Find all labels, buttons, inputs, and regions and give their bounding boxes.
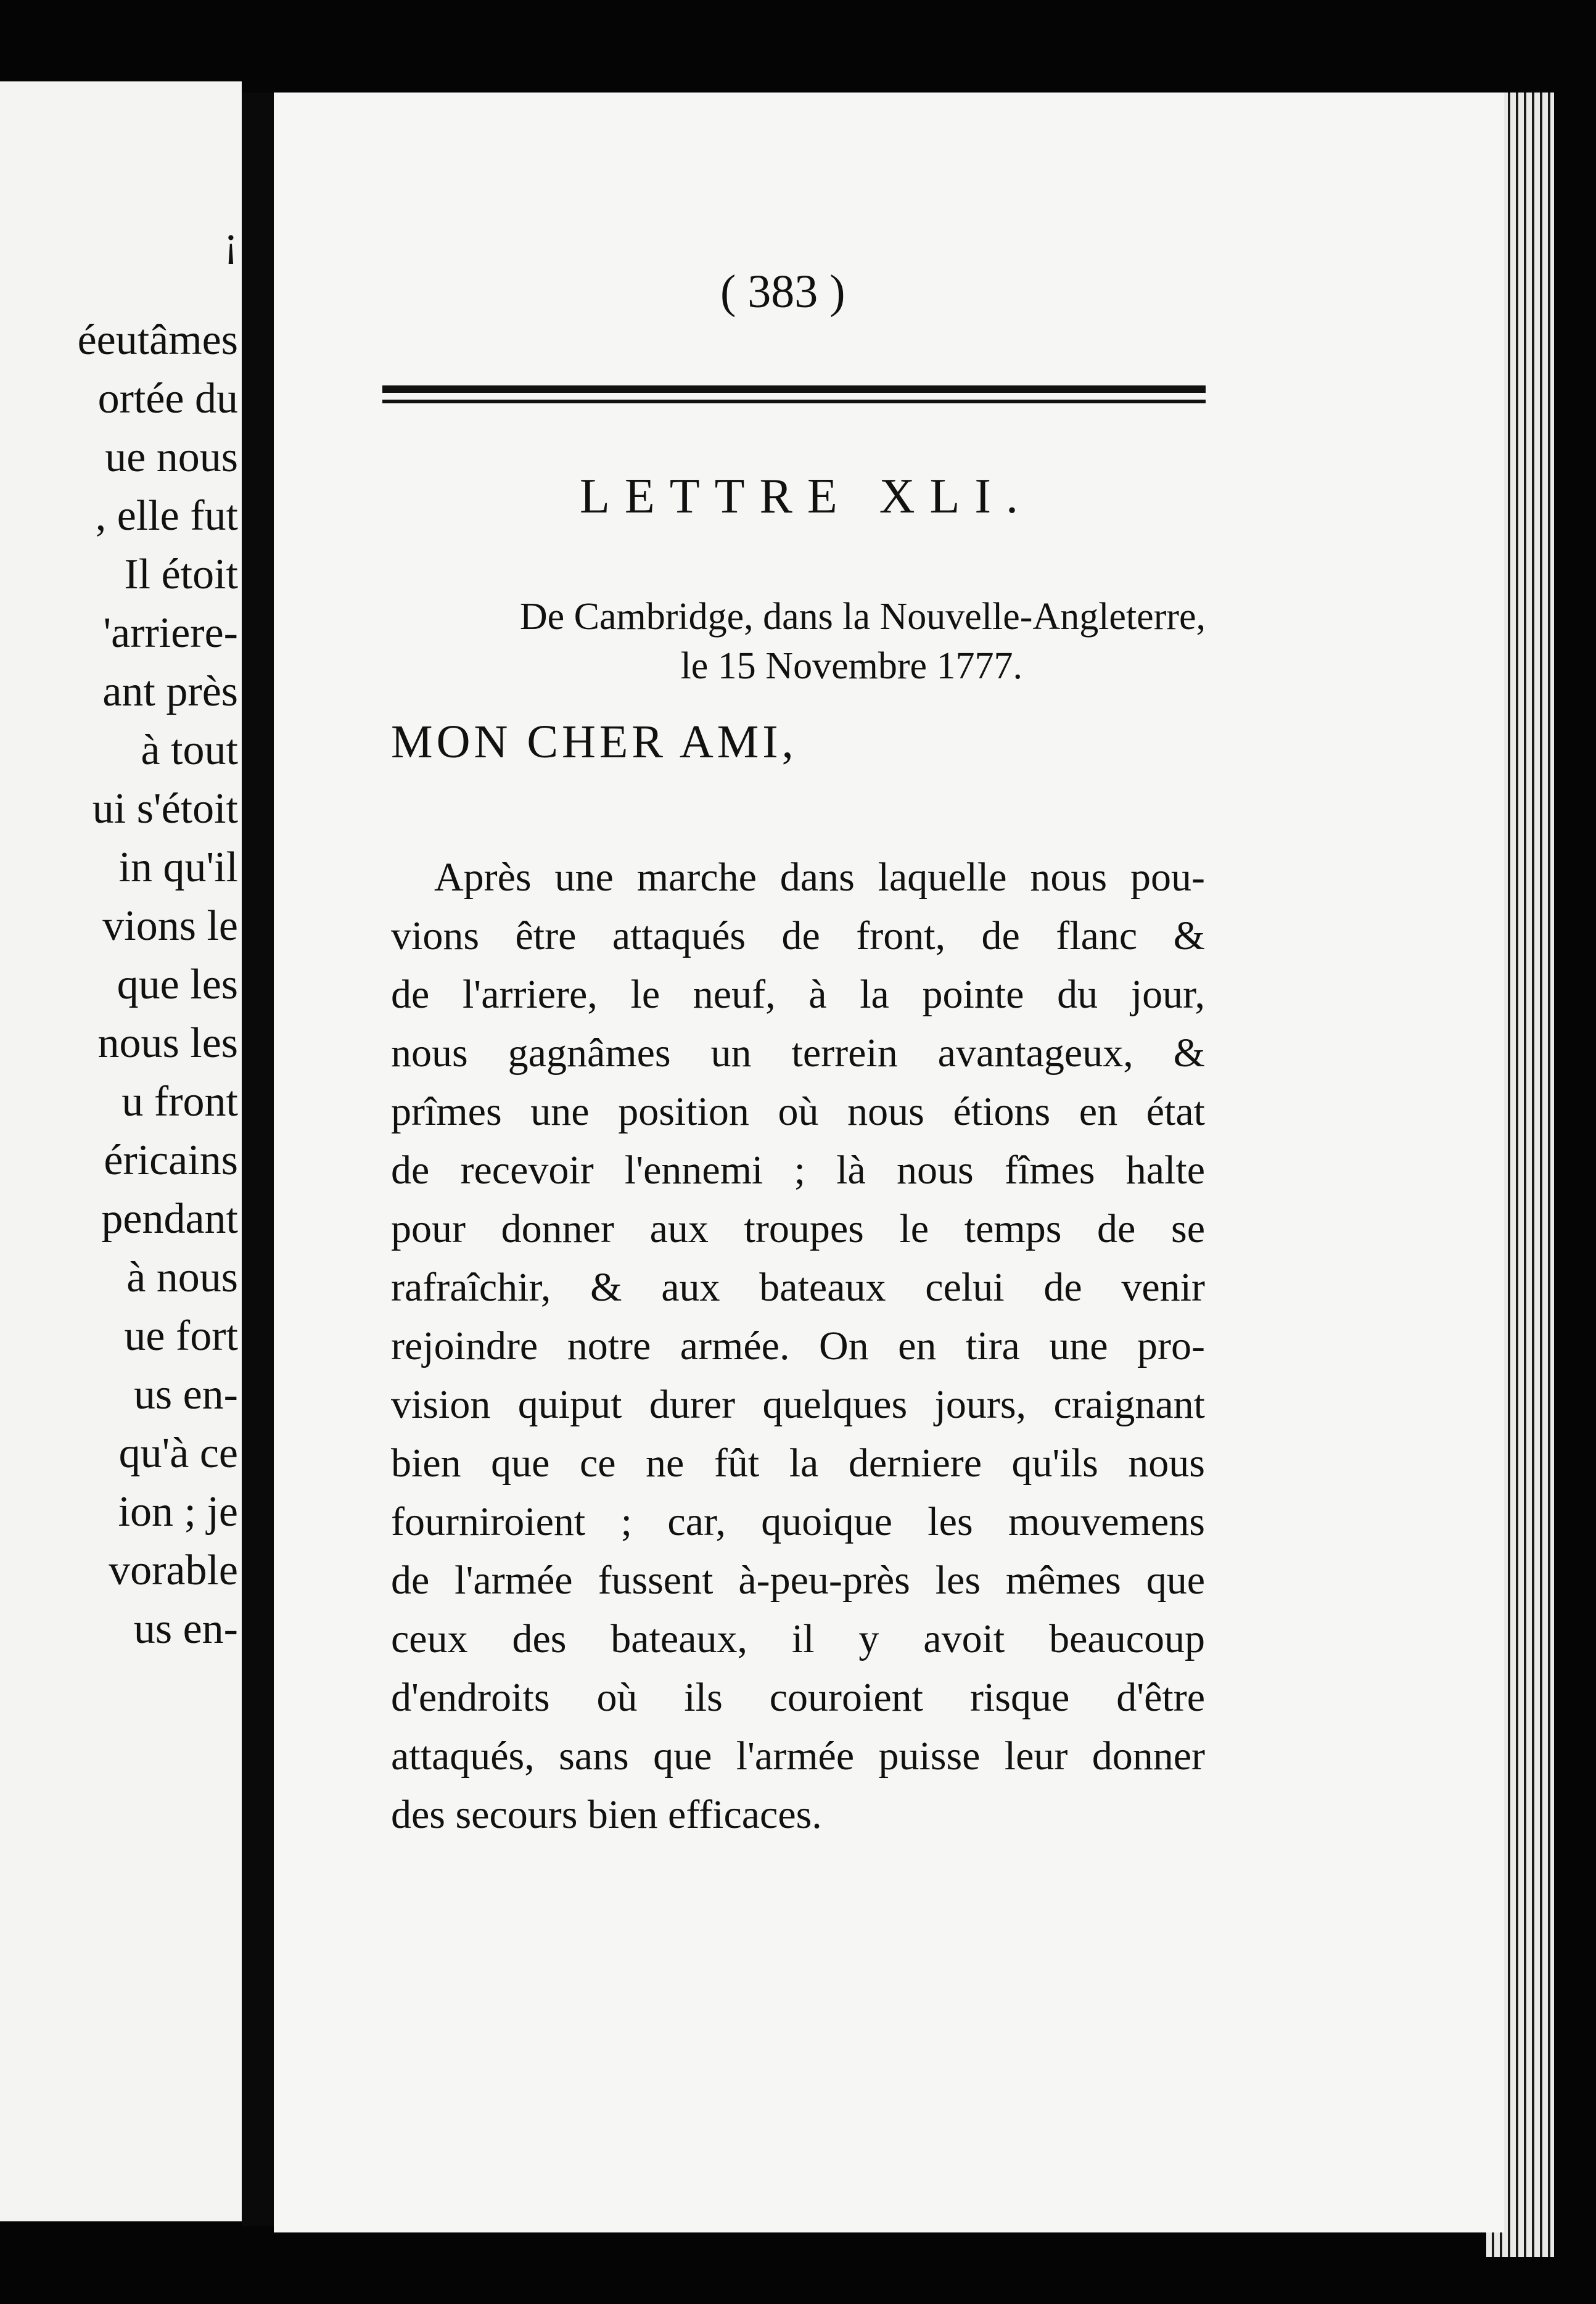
body-line: rejoindre notre armée. On en tira une pro-	[391, 1323, 1205, 1368]
left-page-line: us en-	[133, 1371, 238, 1418]
body-line: vions être attaqués de front, de flanc &	[391, 913, 1205, 958]
left-page-line: que les	[117, 961, 238, 1008]
body-line: vision quiput durer quelques jours, craignant	[391, 1382, 1205, 1427]
left-page-line: qu'à ce	[118, 1430, 238, 1477]
body-line: des secours bien efficaces.	[391, 1792, 822, 1837]
letter-body	[391, 848, 1205, 1844]
page-number: ( 383 )	[720, 266, 845, 318]
dateline-date: le 15 Novembre 1777.	[680, 645, 1022, 687]
body-line: d'endroits où ils couroient risque d'être	[391, 1675, 1205, 1720]
left-page-line: ant près	[102, 668, 238, 715]
left-page-line: us en-	[133, 1605, 238, 1653]
body-line: nous gagnâmes un terrein avantageux, &	[391, 1031, 1205, 1076]
left-page-line: ue nous	[105, 434, 238, 481]
left-page-line: , elle fut	[95, 492, 238, 540]
left-page-line: ui s'étoit	[92, 785, 238, 833]
left-page-line: à nous	[126, 1254, 238, 1301]
left-page-line: éeutâmes	[77, 316, 238, 364]
left-page-line: in qu'il	[118, 844, 238, 891]
body-line: de l'armée fussent à-peu-près les mêmes que	[391, 1558, 1205, 1603]
body-line: prîmes une position où nous étions en état	[391, 1089, 1205, 1134]
salutation: MON CHER AMI,	[391, 716, 797, 768]
left-page-line: u front	[121, 1078, 238, 1125]
body-line: ceux des bateaux, il y avoit beaucoup	[391, 1616, 1205, 1661]
body-line: Après une marche dans laquelle nous pou-	[434, 855, 1205, 900]
letter-title: LETTRE XLI.	[580, 469, 1033, 524]
dateline-place: De Cambridge, dans la Nouvelle-Angleterre,	[519, 596, 1206, 638]
left-page-line: ion ; je	[118, 1488, 238, 1536]
header-rule-thin	[382, 400, 1206, 403]
body-line: attaqués, sans que l'armée puisse leur donner	[391, 1734, 1205, 1779]
body-line: fourniroient ; car, quoique les mouvemens	[391, 1499, 1205, 1544]
left-page-line: 'arriere-	[103, 609, 238, 657]
left-page-line: vorable	[109, 1547, 238, 1594]
body-line: rafraîchir, & aux bateaux celui de venir	[391, 1265, 1205, 1310]
left-page-line: ¡	[223, 218, 238, 265]
body-line: bien que ce ne fût la derniere qu'ils nous	[391, 1441, 1205, 1486]
body-line: pour donner aux troupes le temps de se	[391, 1206, 1205, 1251]
header-rule-thick	[382, 385, 1206, 393]
left-page-line: ortée du	[97, 375, 238, 422]
left-page-line: à tout	[141, 726, 238, 774]
left-page-line: vions le	[102, 902, 238, 950]
body-line: de recevoir l'ennemi ; là nous fîmes halte	[391, 1148, 1205, 1193]
left-page-line: pendant	[101, 1195, 238, 1243]
left-page-line: ue fort	[124, 1312, 238, 1360]
left-page-line: Il étoit	[124, 551, 238, 598]
left-page-line: nous les	[97, 1019, 238, 1067]
book-gutter	[242, 93, 274, 2226]
body-line: de l'arriere, le neuf, à la pointe du jour,	[391, 972, 1205, 1017]
left-page-line: éricains	[104, 1137, 238, 1184]
left-page	[0, 81, 242, 2221]
